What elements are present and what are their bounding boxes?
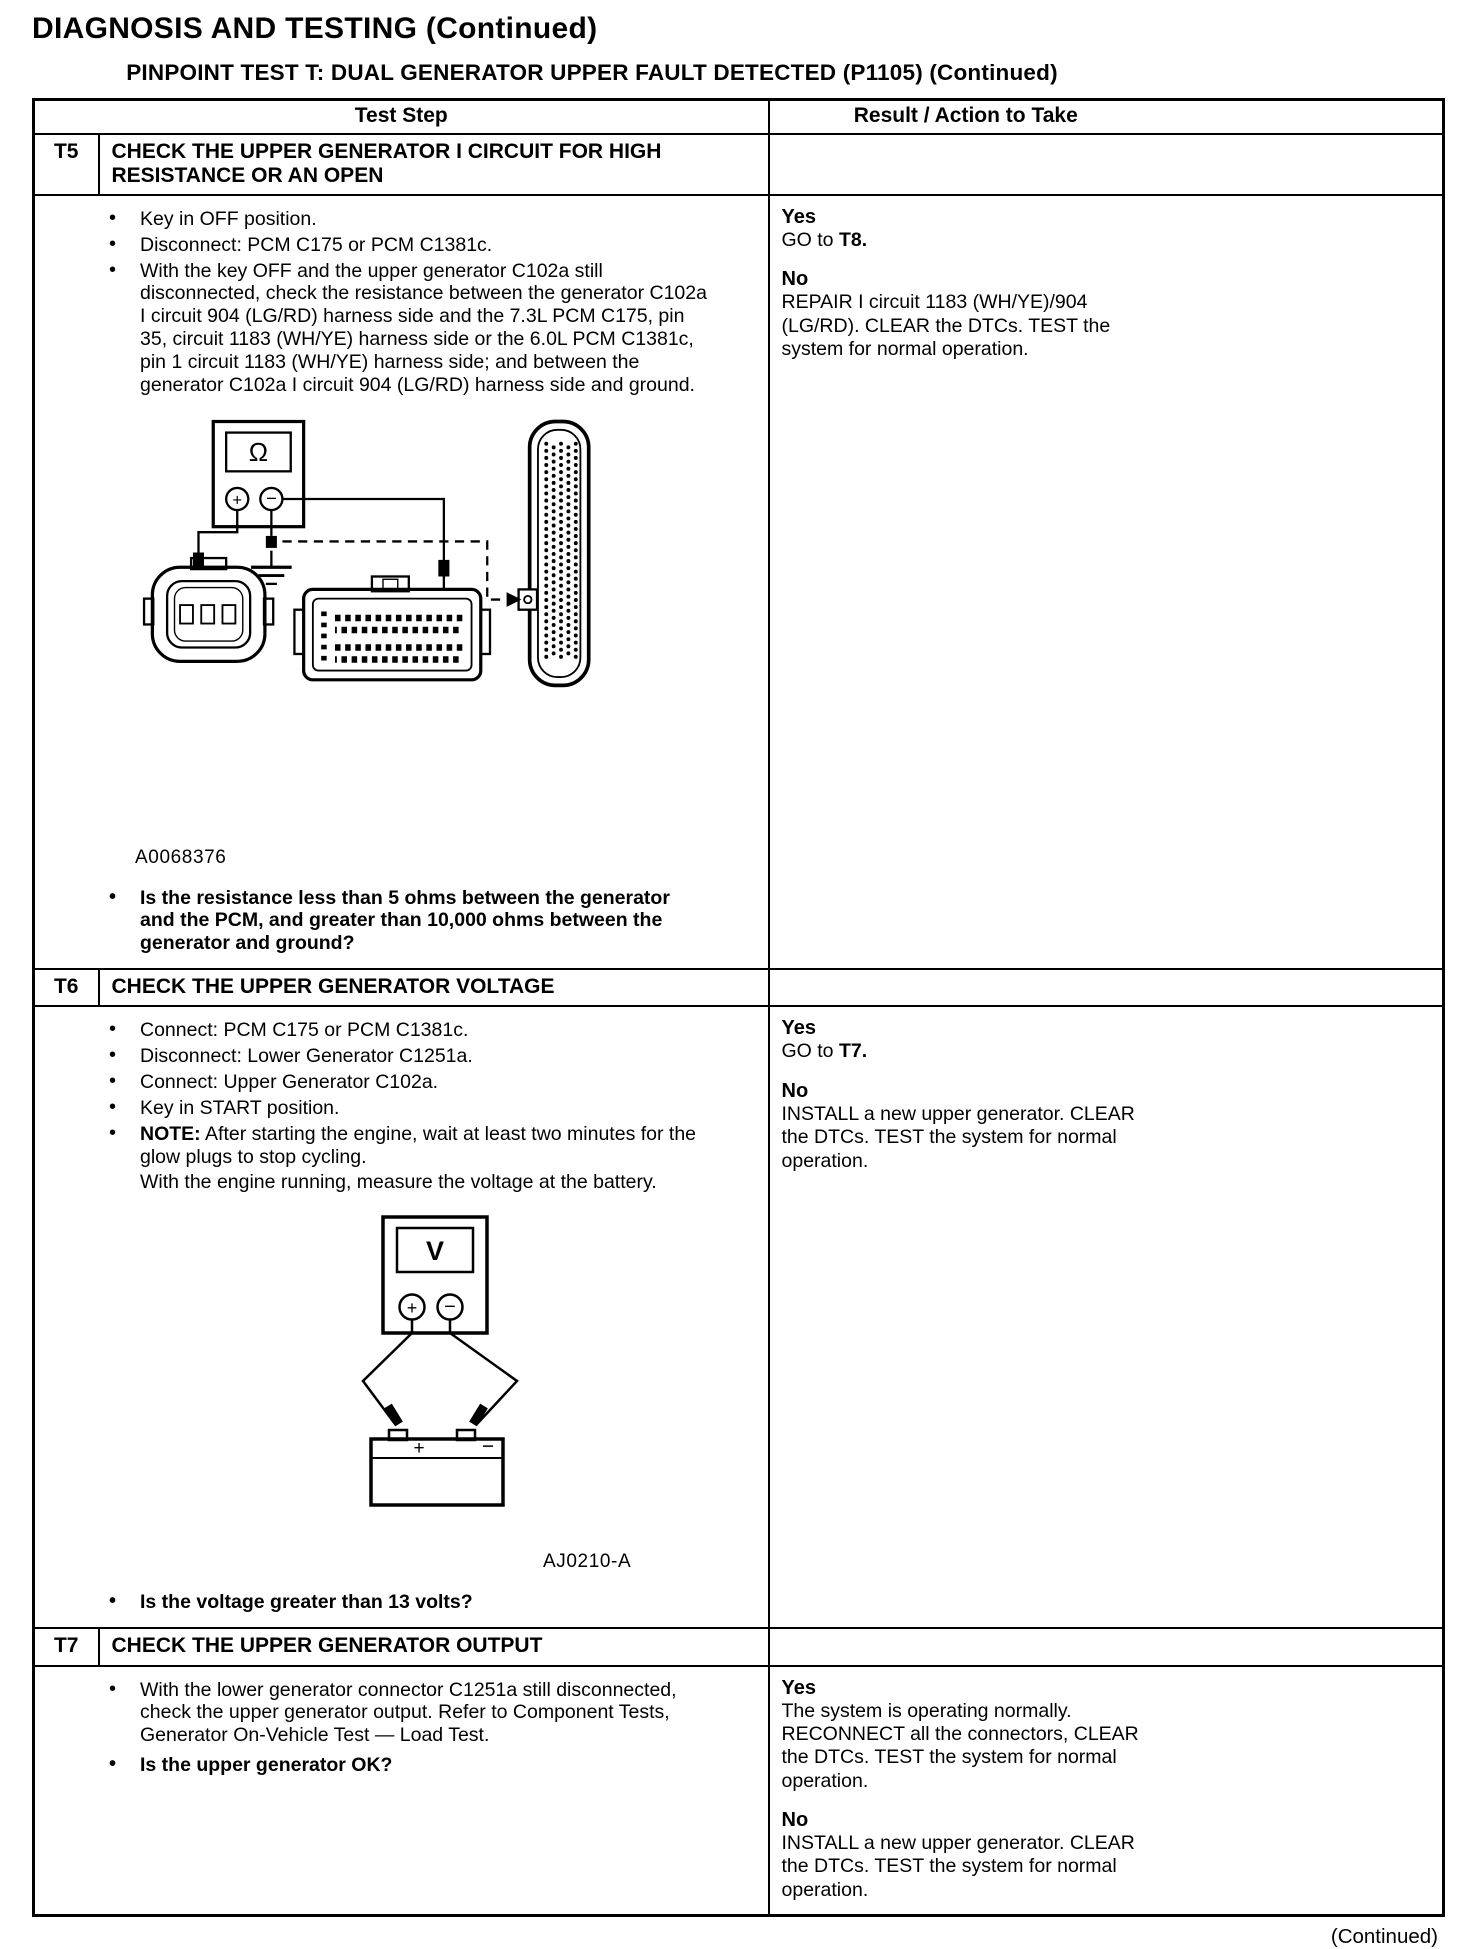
test-title-t6: CHECK THE UPPER GENERATOR VOLTAGE (99, 969, 769, 1007)
question-bullet: • Is the voltage greater than 13 volts? (35, 1591, 750, 1617)
step-bullet: • With the key OFF and the upper generator C102a still disconnected, check the resistance between the generator C102a I circuit 904 (LG/RD) harness side and the 7.3L PCM C175, pin 35, circuit 1183 (WH/YE) harness side or the 6.0L PCM C1381c, pin 1 circuit 1183 (WH/YE) harness side; and between the generator C102a I circuit 904 (LG/RD) harness side and ground. (35, 260, 750, 400)
no-action: INSTALL a new upper generator. CLEAR the DTCs. TEST the system for normal operation. (781, 1832, 1135, 1901)
ohm-symbol: Ω (248, 438, 269, 467)
probe-tip (193, 552, 204, 569)
yes-label: Yes (781, 206, 816, 229)
step-bullet: • Key in START position. (35, 1097, 750, 1123)
step-bullet: • With the lower generator connector C1251a still disconnected, check the upper generator output. Refer to Component Tests, Generator On-Vehicle Test — Load Test. (35, 1679, 750, 1750)
voltmeter (383, 1217, 487, 1333)
minus-terminal-icon: − (444, 1296, 456, 1319)
plus-terminal-icon: + (232, 489, 243, 509)
battery-minus-label: − (481, 1435, 495, 1459)
figure-label-t5: A0068376 (135, 846, 227, 868)
no-label: No (781, 268, 809, 291)
ohmmeter (213, 421, 303, 526)
result-action-header: Result / Action to Take (769, 100, 1444, 135)
question-bullet: • Is the upper generator OK? (35, 1754, 750, 1780)
voltmeter-battery-svg (305, 1211, 640, 1516)
probe-tip (266, 535, 277, 547)
result-spacer-t7 (769, 1628, 1444, 1666)
continued-footer: (Continued) (1330, 1925, 1438, 1949)
question-bullet: • Is the resistance less than 5 ohms between the generator and the PCM, and greater than 10,000 ohms between the generator and ground? (35, 887, 750, 958)
test-id-t6: T6 (34, 969, 99, 1007)
probe-tip (438, 559, 449, 576)
test-title-t5: CHECK THE UPPER GENERATOR I CIRCUIT FOR HIGH RESISTANCE OR AN OPEN (99, 134, 769, 195)
voltmeter-battery-diagram (305, 1211, 768, 1521)
test-t6-title-row (34, 969, 1444, 1007)
no-label: No (781, 1809, 809, 1832)
pcm-connector (530, 421, 589, 685)
yes-label: Yes (781, 1676, 816, 1699)
pcm-breakout-connector (294, 576, 490, 679)
test-t7-body-row (34, 1666, 1444, 1916)
step-bullet: • Key in OFF position. (35, 208, 750, 234)
generator-connector (144, 558, 273, 661)
question-t5 (35, 887, 768, 958)
question-t7 (35, 1754, 768, 1780)
test-step-cell-t7 (34, 1666, 769, 1916)
note-label: NOTE: (140, 1122, 201, 1145)
test-step-header: Test Step (34, 100, 769, 135)
step-bullets-t6 (35, 1019, 768, 1197)
ground-symbol (251, 550, 292, 583)
result-spacer-t6 (769, 969, 1444, 1007)
step-bullets-t5 (35, 208, 768, 400)
step-bullet: • Disconnect: Lower Generator C1251a. (35, 1045, 750, 1071)
battery-plus-label: + (413, 1438, 425, 1460)
no-action: INSTALL a new upper generator. CLEAR the DTCs. TEST the system for normal operation. (781, 1102, 1135, 1172)
step-bullet: • Disconnect: PCM C175 or PCM C1381c. (35, 234, 750, 260)
test-step-cell-t5 (34, 195, 769, 969)
probe-tip (473, 1406, 484, 1424)
test-id-t5: T5 (34, 134, 99, 195)
step-bullet-note (35, 1123, 750, 1172)
figure-label-t6: AJ0210-A (543, 1551, 632, 1573)
pinpoint-test-table (32, 98, 1445, 1917)
ohmmeter-circuit-svg (121, 414, 716, 834)
result-cell-t5 (769, 195, 1444, 969)
yes-action: The system is operating normally. RECONNECT all the connectors, CLEAR the DTCs. TEST the system for normal operation. (781, 1699, 1139, 1792)
step-followup: With the engine running, measure the voltage at the battery. (140, 1171, 657, 1194)
step-bullet: • Connect: PCM C175 or PCM C1381c. (35, 1019, 750, 1045)
question-t6 (35, 1591, 768, 1617)
plus-terminal-icon: + (406, 1298, 418, 1319)
result-spacer-t5 (769, 134, 1444, 195)
minus-terminal-icon: − (265, 487, 277, 509)
no-action: REPAIR I circuit 1183 (WH/YE)/904 (LG/RD). CLEAR the DTCs. TEST the system for normal operation. (781, 291, 1111, 361)
test-title-t7: CHECK THE UPPER GENERATOR OUTPUT (99, 1628, 769, 1666)
step-bullets-t7 (35, 1679, 768, 1750)
yes-action: GO to T7. (781, 1040, 868, 1063)
volt-symbol: V (425, 1236, 445, 1267)
ohmmeter-circuit-diagram (121, 414, 768, 839)
test-t7-title-row (34, 1628, 1444, 1666)
test-step-cell-t6 (34, 1006, 769, 1628)
result-cell-t6 (769, 1006, 1444, 1628)
no-label: No (781, 1079, 809, 1102)
test-id-t7: T7 (34, 1628, 99, 1666)
probe-tip (388, 1406, 399, 1424)
table-header-row (34, 100, 1444, 135)
note-text: After starting the engine, wait at least two minutes for the glow plugs to stop cycling. (140, 1122, 697, 1168)
test-t6-body-row (34, 1006, 1444, 1628)
page-title: DIAGNOSIS AND TESTING (Continued) (32, 12, 598, 45)
pinpoint-test-subtitle: PINPOINT TEST T: DUAL GENERATOR UPPER FAULT DETECTED (P1105) (Continued) (126, 60, 1058, 85)
yes-action: GO to T8. (781, 229, 868, 252)
yes-label: Yes (781, 1017, 816, 1040)
step-bullet: • Connect: Upper Generator C102a. (35, 1071, 750, 1097)
test-t5-title-row (34, 134, 1444, 195)
result-cell-t7 (769, 1666, 1444, 1916)
test-t5-body-row (34, 195, 1444, 969)
